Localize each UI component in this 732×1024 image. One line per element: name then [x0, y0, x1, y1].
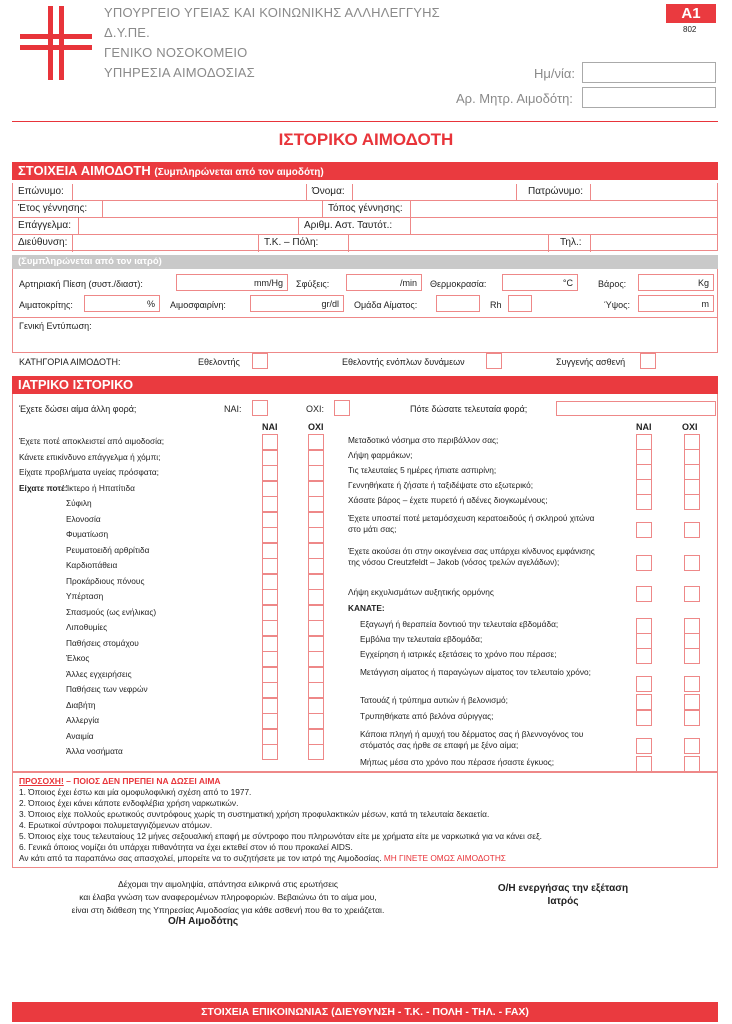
warning-title-rest: – ΠΟΙΟΣ ΔΕΝ ΠΡΕΠΕΙ ΝΑ ΔΩΣΕΙ ΑΙΜΑ: [63, 776, 221, 786]
question-right-8: Λήψη εκχυλισμάτων αυξητικής ορμόνης: [348, 587, 494, 597]
question-left-4-no-checkbox[interactable]: [308, 481, 324, 497]
form-number: 802: [683, 25, 697, 34]
question-right-2: Λήψη φαρμάκων;: [348, 450, 413, 460]
donor-section-note: (Συμπληρώνεται από τον αιμοδότη): [154, 167, 324, 178]
question-right-13-no-checkbox[interactable]: [684, 676, 700, 692]
weight-field[interactable]: Kg: [638, 274, 714, 291]
question-right-1: Μεταδοτικό νόσημα στο περιβάλλον σας;: [348, 435, 499, 445]
birth-place-label: Τόπος γέννησης:: [328, 203, 403, 214]
question-right-4: Γεννηθήκατε ή ζήσατε ή ταξιδέψατε στο εξωτερικό;: [348, 480, 533, 490]
question-right-16-no-checkbox[interactable]: [684, 738, 700, 754]
temp-label: Θερμοκρασία:: [430, 279, 487, 289]
question-right-13-yes-checkbox[interactable]: [636, 676, 652, 692]
question-left-11-yes-checkbox[interactable]: [262, 589, 278, 605]
question-left-7-yes-checkbox[interactable]: [262, 527, 278, 543]
question-right-5-no-checkbox[interactable]: [684, 494, 700, 510]
temp-field[interactable]: °C: [502, 274, 578, 291]
consent-line-3: είναι στη διάθεση της Υπηρεσίας Αιμοδοσίας για κάθε ασθενή που θα το χρειάζεται.: [71, 905, 385, 915]
address-label: Διεύθυνση:: [18, 237, 68, 248]
pulse-field[interactable]: /min: [346, 274, 422, 291]
given-before-yes-label: ΝΑΙ:: [224, 404, 242, 414]
question-right-8-yes-checkbox[interactable]: [636, 586, 652, 602]
question-left-8: Ρευματοειδή αρθρίτιδα: [66, 544, 150, 555]
donor-reg-field[interactable]: [582, 87, 716, 108]
blood-group-field[interactable]: [436, 295, 480, 312]
bp-field[interactable]: mm/Hg: [176, 274, 288, 291]
question-left-14: Παθήσεις στομάχου: [66, 637, 139, 648]
question-left-10-no-checkbox[interactable]: [308, 574, 324, 590]
page-title: ΙΣΤΟΡΙΚΟ ΑΙΜΟΔΟΤΗ: [278, 130, 454, 149]
general-impression-label: Γενική Εντύπωση:: [19, 321, 92, 331]
question-left-20-no-checkbox[interactable]: [308, 729, 324, 745]
donor-reg-label: Αρ. Μητρ. Αιμοδότη:: [456, 91, 573, 106]
category-volunteer-label: Εθελοντής: [198, 357, 240, 367]
header-ministry: ΥΠΟΥΡΓΕΙΟ ΥΓΕΙΑΣ ΚΑΙ ΚΟΙΝΩΝΙΚΗΣ ΑΛΛΗΛΕΓΓΥΗΣ: [104, 5, 440, 20]
date-label: Ημ/νία:: [534, 66, 576, 81]
question-right-17: Μήπως μέσα στο χρόνο που πέρασε ήσαστε έγκυος;: [360, 757, 555, 767]
question-left-21-yes-checkbox[interactable]: [262, 744, 278, 760]
doctor-section-header: [12, 255, 718, 269]
question-left-8-no-checkbox[interactable]: [308, 543, 324, 559]
warning-title-red: ΠΡΟΣΟΧΗ!: [19, 776, 64, 786]
question-left-17-yes-checkbox[interactable]: [262, 682, 278, 698]
category-volunteer-checkbox[interactable]: [252, 353, 268, 369]
height-field[interactable]: m: [638, 295, 714, 312]
question-left-15-yes-checkbox[interactable]: [262, 651, 278, 667]
question-right-7-no-checkbox[interactable]: [684, 555, 700, 571]
question-left-18-no-checkbox[interactable]: [308, 698, 324, 714]
question-left-2: Κάνετε επικίνδυνο επάγγελμα ή χόμπι;: [19, 451, 161, 462]
question-left-17-no-checkbox[interactable]: [308, 682, 324, 698]
question-right-6: Έχετε υποστεί ποτέ μεταμόσχευση κερατοειδούς ή σκληρού χιτώνα στο μάτι σας;: [348, 513, 595, 534]
category-relative-label: Συγγενής ασθενή: [556, 357, 626, 367]
question-right-15: Τρυπηθήκατε από βελόνα σύριγγας;: [360, 711, 494, 721]
question-right-14-no-checkbox[interactable]: [684, 694, 700, 710]
patronymic-label: Πατρώνυμο:: [528, 186, 584, 197]
question-left-17: Παθήσεις των νεφρών: [66, 684, 148, 694]
rh-field[interactable]: [508, 295, 532, 312]
hct-label: Αιματοκρίτης:: [19, 300, 73, 310]
question-left-9-yes-checkbox[interactable]: [262, 558, 278, 574]
general-impression-field[interactable]: [12, 317, 718, 353]
name-label: Όνομα:: [312, 186, 345, 197]
question-right-16: Κάποια πληγή ή αμυχή του δέρματος σας ή βλεννογόνος του στόματός σας ήρθε σε επαφή με ξένο αίμα;: [360, 729, 584, 750]
question-right-3-no-checkbox[interactable]: [684, 464, 700, 480]
question-left-18: Διαβήτη: [66, 699, 96, 710]
height-label: Ύψος:: [604, 300, 630, 310]
hgb-label: Αιμοσφαιρίνη:: [170, 300, 226, 310]
question-right-14-yes-checkbox[interactable]: [636, 694, 652, 710]
question-left-1-no-checkbox[interactable]: [308, 434, 324, 450]
surname-label: Επώνυμο:: [18, 186, 64, 197]
question-left-16-yes-checkbox[interactable]: [262, 667, 278, 683]
question-right-11-no-checkbox[interactable]: [684, 633, 700, 649]
rh-label: Rh: [490, 300, 502, 310]
question-right-7: Έχετε ακούσει ότι στην οικογένεια σας υπάρχει κίνδυνος εμφάνισης της νόσου Creutzfeldt – Jakob (νόσος τρελών αγελάδων);: [348, 546, 595, 567]
question-left-2-no-checkbox[interactable]: [308, 450, 324, 466]
question-left-1: Έχετε ποτέ αποκλειστεί από αιμοδοσία;: [19, 436, 165, 446]
right-yes-header: ΝΑΙ: [636, 422, 652, 432]
warning-item-3: 3. Όποιος είχε πολλούς ερωτικούς συντρόφους χωρίς τη συστηματική χρήση προφυλακτικών μέσων, κατά τη τελευταία δεκαετία.: [19, 809, 490, 819]
question-left-21: Άλλα νοσήματα: [66, 746, 123, 756]
question-right-10: Εξαγωγή ή θεραπεία δοντιού την τελευταία εβδομάδα;: [360, 619, 559, 629]
question-right-16-yes-checkbox[interactable]: [636, 738, 652, 754]
question-right-3-yes-checkbox[interactable]: [636, 464, 652, 480]
category-relative-checkbox[interactable]: [640, 353, 656, 369]
warning-item-2: 2. Όποιος έχει κάνει κάποτε ενδοφλέβια χρήση ναρκωτικών.: [19, 798, 239, 808]
question-left-13: Λιποθυμίες: [66, 622, 108, 632]
question-right-13: Μετάγγιση αίματος ή παραγώγων αίματος τον τελευταίο χρόνο;: [360, 667, 591, 677]
warning-footer-text: Αν κάτι από τα παραπάνω σας απασχολεί, μπορείτε να το συζητήσετε με τον ιατρό της Αιμοδοσίας.: [19, 853, 382, 863]
birth-year-label: Έτος γέννησης:: [18, 203, 88, 214]
question-left-12-yes-checkbox[interactable]: [262, 605, 278, 621]
warning-item-1: 1. Όποιος έχει έστω και μία ομοφυλοφιλική σχέση από το 1977.: [19, 787, 252, 797]
question-left-14-no-checkbox[interactable]: [308, 636, 324, 652]
question-left-6-yes-checkbox[interactable]: [262, 512, 278, 528]
hct-field[interactable]: %: [84, 295, 160, 312]
hgb-field[interactable]: gr/dl: [250, 295, 344, 312]
question-right-17-no-checkbox[interactable]: [684, 756, 700, 772]
given-before-no-checkbox[interactable]: [334, 400, 350, 416]
pulse-label: Σφύξεις:: [296, 279, 330, 289]
question-left-20-yes-checkbox[interactable]: [262, 729, 278, 745]
doctor-section-note: (Συμπληρώνεται από τον ιατρό): [18, 256, 162, 267]
question-right-6-yes-checkbox[interactable]: [636, 522, 652, 538]
question-left-16: Άλλες εγχειρήσεις: [66, 668, 132, 679]
form-code-badge: A1: [666, 4, 716, 23]
question-left-7-no-checkbox[interactable]: [308, 527, 324, 543]
question-right-14: Τατουάζ ή τρύπημα αυτιών ή βελονισμό;: [360, 695, 508, 705]
question-left-14-yes-checkbox[interactable]: [262, 636, 278, 652]
given-before-no-label: ΟΧΙ:: [306, 404, 325, 414]
question-left-15: Έλκος: [66, 653, 90, 663]
question-left-2-yes-checkbox[interactable]: [262, 450, 278, 466]
question-left-5: Σύφιλη: [66, 498, 92, 508]
had-ever-label: Είχατε ποτέ:: [19, 482, 68, 493]
question-right-15-no-checkbox[interactable]: [684, 710, 700, 726]
question-right-11-yes-checkbox[interactable]: [636, 633, 652, 649]
question-left-3-no-checkbox[interactable]: [308, 465, 324, 481]
donor-section-header: [12, 162, 718, 180]
id-number-label: Αριθμ. Αστ. Ταυτότ.:: [304, 220, 393, 231]
question-right-2-yes-checkbox[interactable]: [636, 449, 652, 465]
question-left-15-no-checkbox[interactable]: [308, 651, 324, 667]
question-right-2-no-checkbox[interactable]: [684, 449, 700, 465]
question-left-19-no-checkbox[interactable]: [308, 713, 324, 729]
last-time-field[interactable]: [556, 401, 716, 416]
left-yes-header: ΝΑΙ: [262, 422, 278, 432]
donor-section-title: ΣΤΟΙΧΕΙΑ ΑΙΜΟΔΟΤΗ: [18, 163, 151, 178]
donor-row-3: [12, 218, 718, 235]
warning-title: [19, 776, 221, 786]
question-right-8-no-checkbox[interactable]: [684, 586, 700, 602]
question-left-1-yes-checkbox[interactable]: [262, 434, 278, 450]
consent-line-1: Δέχομαι την αιμοληψία, απάντησα ειλικρινά στις ερωτήσεις: [118, 879, 338, 889]
question-left-6-no-checkbox[interactable]: [308, 512, 324, 528]
question-left-21-no-checkbox[interactable]: [308, 744, 324, 760]
question-right-12-no-checkbox[interactable]: [684, 648, 700, 664]
last-time-label: Πότε δώσατε τελευταία φορά;: [410, 404, 528, 414]
warning-item-6: 6. Γενικά όποιος νομίζει ότι υπάρχει πιθανότητα να έχει εκτεθεί στον ιό που προκαλεί AIDS.: [19, 842, 353, 852]
postcode-city-label: Τ.Κ. – Πόλη:: [264, 237, 319, 248]
medical-section-header: [12, 376, 718, 394]
consent-line-2: και έλαβα γνώση των αναφερομένων πληροφοριών. Βεβαιώνω ότι το αίμα μου,: [79, 892, 377, 902]
warning-footer: [19, 853, 506, 863]
question-left-3-yes-checkbox[interactable]: [262, 465, 278, 481]
warning-item-4: 4. Ερωτικοί σύντροφοι πολυμεταγγιζόμενων ατόμων.: [19, 820, 213, 830]
doctor-signature-label: Ο/Η ενεργήσας την εξέταση Ιατρός: [497, 883, 629, 907]
question-right-1-no-checkbox[interactable]: [684, 434, 700, 450]
question-left-12: Σπασμούς (ως ενήλικας): [66, 606, 157, 617]
profession-label: Επάγγελμα:: [18, 220, 71, 231]
question-left-16-no-checkbox[interactable]: [308, 667, 324, 683]
given-before-yes-checkbox[interactable]: [252, 400, 268, 416]
question-right-12-yes-checkbox[interactable]: [636, 648, 652, 664]
question-left-10-yes-checkbox[interactable]: [262, 574, 278, 590]
category-army-label: Εθελοντής ενόπλων δυνάμεων: [342, 357, 465, 367]
question-left-19: Αλλεργία: [66, 715, 100, 725]
question-left-9-no-checkbox[interactable]: [308, 558, 324, 574]
question-left-10: Προκάρδιους πόνους: [66, 575, 145, 586]
weight-label: Βάρος:: [598, 279, 627, 289]
question-left-4: Ίκτερο ή Ηπατίτιδα: [66, 482, 135, 493]
question-left-5-no-checkbox[interactable]: [308, 496, 324, 512]
question-right-17-yes-checkbox[interactable]: [636, 756, 652, 772]
question-right-5-yes-checkbox[interactable]: [636, 494, 652, 510]
left-no-header: ΟΧΙ: [308, 422, 324, 432]
category-army-checkbox[interactable]: [486, 353, 502, 369]
question-right-11: Εμβόλια την τελευταία εβδομάδα;: [360, 634, 483, 644]
question-left-19-yes-checkbox[interactable]: [262, 713, 278, 729]
question-left-13-no-checkbox[interactable]: [308, 620, 324, 636]
phone-label: Τηλ.:: [560, 237, 582, 248]
donor-row-4: [12, 235, 718, 252]
question-right-4-no-checkbox[interactable]: [684, 479, 700, 495]
question-left-9: Καρδιοπάθεια: [66, 560, 118, 570]
hospital-cross-logo: [20, 6, 92, 80]
question-left-6: Ελονοσία: [66, 513, 101, 524]
question-right-3: Τις τελευταίες 5 ημέρες ήπιατε ασπιρίνη;: [348, 465, 497, 475]
question-right-6-no-checkbox[interactable]: [684, 522, 700, 538]
contact-footer-bar: ΣΤΟΙΧΕΙΑ ΕΠΙΚΟΙΝΩΝΙΑΣ (ΔΙΕΥΘΥΝΣΗ - Τ.Κ. - ΠΟΛΗ - ΤΗΛ. - FAX): [12, 1002, 718, 1022]
category-label: ΚΑΤΗΓΟΡΙΑ ΑΙΜΟΔΟΤΗ:: [19, 357, 121, 367]
question-right-7-yes-checkbox[interactable]: [636, 555, 652, 571]
question-left-5-yes-checkbox[interactable]: [262, 496, 278, 512]
question-left-8-yes-checkbox[interactable]: [262, 543, 278, 559]
question-right-5: Χάσατε βάρος – έχετε πυρετό ή αδένες διογκωμένους;: [348, 495, 548, 505]
header-dype: Δ.Υ.ΠΕ.: [104, 25, 150, 40]
question-right-9: ΚΑΝΑΤΕ:: [348, 603, 385, 613]
bp-label: Αρτηριακή Πίεση (συστ./διαστ):: [19, 279, 143, 289]
question-left-13-yes-checkbox[interactable]: [262, 620, 278, 636]
question-left-20: Αναιμία: [66, 730, 94, 741]
date-field[interactable]: [582, 62, 716, 83]
donor-signature-label: Ο/Η Αιμοδότης: [168, 916, 239, 927]
right-no-header: ΟΧΙ: [682, 422, 698, 432]
question-left-3: Είχατε προβλήματα υγείας πρόσφατα;: [19, 467, 159, 477]
donor-row-1: [12, 184, 718, 201]
medical-section-title: ΙΑΤΡΙΚΟ ΙΣΤΟΡΙΚΟ: [18, 377, 134, 392]
question-right-10-yes-checkbox[interactable]: [636, 618, 652, 634]
question-left-12-no-checkbox[interactable]: [308, 605, 324, 621]
question-left-11-no-checkbox[interactable]: [308, 589, 324, 605]
question-left-18-yes-checkbox[interactable]: [262, 698, 278, 714]
question-left-4-yes-checkbox[interactable]: [262, 481, 278, 497]
given-before-label: Έχετε δώσει αίμα άλλη φορά;: [19, 404, 137, 414]
question-right-15-yes-checkbox[interactable]: [636, 710, 652, 726]
blood-group-label: Ομάδα Αίματος:: [354, 300, 418, 310]
header-service: ΥΠΗΡΕΣΙΑ ΑΙΜΟΔΟΣΙΑΣ: [104, 65, 255, 80]
question-right-12: Εγχείρηση ή ιατρικές εξετάσεις το χρόνο που πέρασε;: [360, 649, 557, 659]
donor-row-2: [12, 201, 718, 218]
header-hospital: ΓΕΝΙΚΟ ΝΟΣΟΚΟΜΕΙΟ: [104, 45, 248, 60]
question-right-4-yes-checkbox[interactable]: [636, 479, 652, 495]
question-left-7: Φυματίωση: [66, 529, 109, 539]
question-right-10-no-checkbox[interactable]: [684, 618, 700, 634]
question-right-1-yes-checkbox[interactable]: [636, 434, 652, 450]
warning-footer-red: ΜΗ ΓΙΝΕΤΕ ΟΜΩΣ ΑΙΜΟΔΟΤΗΣ: [381, 853, 506, 863]
warning-item-5: 5. Όποιος είχε τους τελευταίους 12 μήνες σεξουαλική επαφή με σύντροφο που πληρωνόταν είτε με χρήματα είτε με ναρκωτικά για να κάνει σεξ.: [19, 831, 542, 841]
header-divider: [12, 121, 718, 122]
consent-text: [40, 878, 416, 917]
question-left-11: Υπέρταση: [66, 591, 104, 601]
